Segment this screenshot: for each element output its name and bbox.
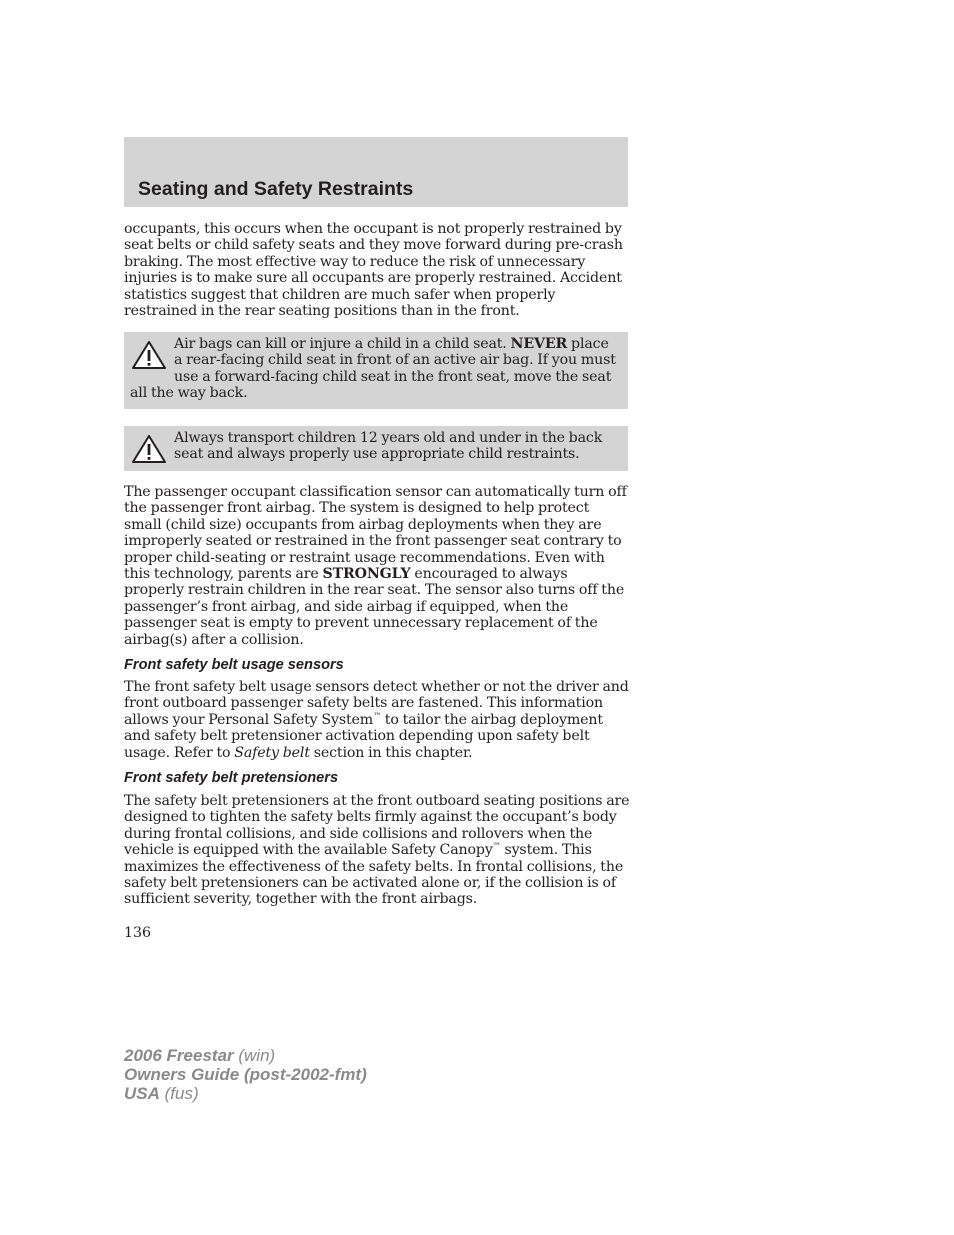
footer-market-code: (fus)	[159, 1084, 199, 1103]
footer-model-code: (win)	[233, 1046, 276, 1065]
warning-text-start: Air bags can kill or injure a child in a child seat.	[174, 336, 511, 352]
warning-triangle-icon	[131, 434, 167, 464]
pretensioners-text-start: The safety belt pretensioners at the front outboard seating positions are designed to tighten the safety belts firmly against the occupant’s body during frontal collisions, and side collisions and rollovers when the vehicle is equipped with the available Safety Canopy	[124, 793, 630, 859]
warning-box-child-seat	[124, 332, 628, 409]
section-header-band	[124, 137, 628, 207]
warning-text: Always transport children 12 years old and under in the back seat and always properly use appropriate child restraints.	[174, 430, 603, 463]
warning-text-end: place a rear-facing child seat in front of an active air bag. If you must use a forward-facing child seat in the front seat, move the seat all the way back.	[130, 336, 616, 401]
trademark-mark: ™	[373, 711, 381, 721]
usage-text-end: section in this chapter.	[309, 744, 473, 761]
subheading-usage-sensors: Front safety belt usage sensors	[124, 657, 344, 673]
subheading-pretensioners: Front safety belt pretensioners	[124, 770, 339, 786]
section-title: Seating and Safety Restraints	[138, 178, 414, 200]
footer-guide: Owners Guide (post-2002-fmt)	[124, 1065, 367, 1084]
usage-sensors-paragraph	[124, 679, 630, 761]
usage-text-start: The front safety belt usage sensors detect whether or not the driver and front outboard passenger safety belts are fastened. This information allows your Personal Safety System	[124, 679, 629, 728]
intro-paragraph: occupants, this occurs when the occupant is not properly restrained by seat belts or child safety seats and they move forward during pre-crash braking. The most effective way to reduce the risk of unnecessary injuries is to make sure all occupants are properly restrained. Accident statistics suggest that children are much safer when properly restrained in the rear seating positions than in the front.	[124, 221, 623, 320]
sensor-text-end: encouraged to always properly restrain children in the rear seat. The sensor also turns off the passenger’s front airbag, and side airbag if equipped, when the passenger seat is empty to prevent unnecessary replacement of the airbag(s) after a collision.	[124, 566, 625, 648]
pretensioners-paragraph	[124, 793, 630, 908]
warning-triangle-icon	[131, 340, 167, 370]
footer-market: USA	[124, 1084, 160, 1103]
sensor-paragraph	[124, 484, 630, 648]
sensor-text-start: The passenger occupant classification sensor can automatically turn off the passenger front airbag. The system is designed to help protect small (child size) occupants from airbag deployments when they are improperly seated or restrained in the front passenger seat contrary to proper child-seating or restraint usage recommendations. Even with this technology, parents are	[124, 484, 627, 583]
pretensioners-text-end: system. This maximizes the effectiveness of the safety belts. In frontal collisions, the safety belt pretensioners can be activated alone or, if the collision is of sufficient severity, together with the front airbags.	[124, 842, 624, 908]
footer-model: 2006 Freestar	[124, 1046, 234, 1065]
footer-line-model	[124, 1046, 367, 1065]
page-number: 136	[124, 925, 152, 941]
warning-emphasis-never: NEVER	[510, 336, 568, 352]
sensor-emphasis-strongly: STRONGLY	[322, 566, 411, 583]
usage-text-middle: to tailor the airbag deployment and safety belt pretensioner activation depending upon safety belt usage. Refer to	[124, 711, 603, 761]
safety-belt-reference: Safety belt	[234, 744, 310, 761]
footer-line-market	[124, 1084, 367, 1103]
trademark-mark: ™	[492, 841, 501, 851]
warning-box-children-back-seat	[124, 426, 628, 471]
document-footer	[124, 1046, 367, 1103]
